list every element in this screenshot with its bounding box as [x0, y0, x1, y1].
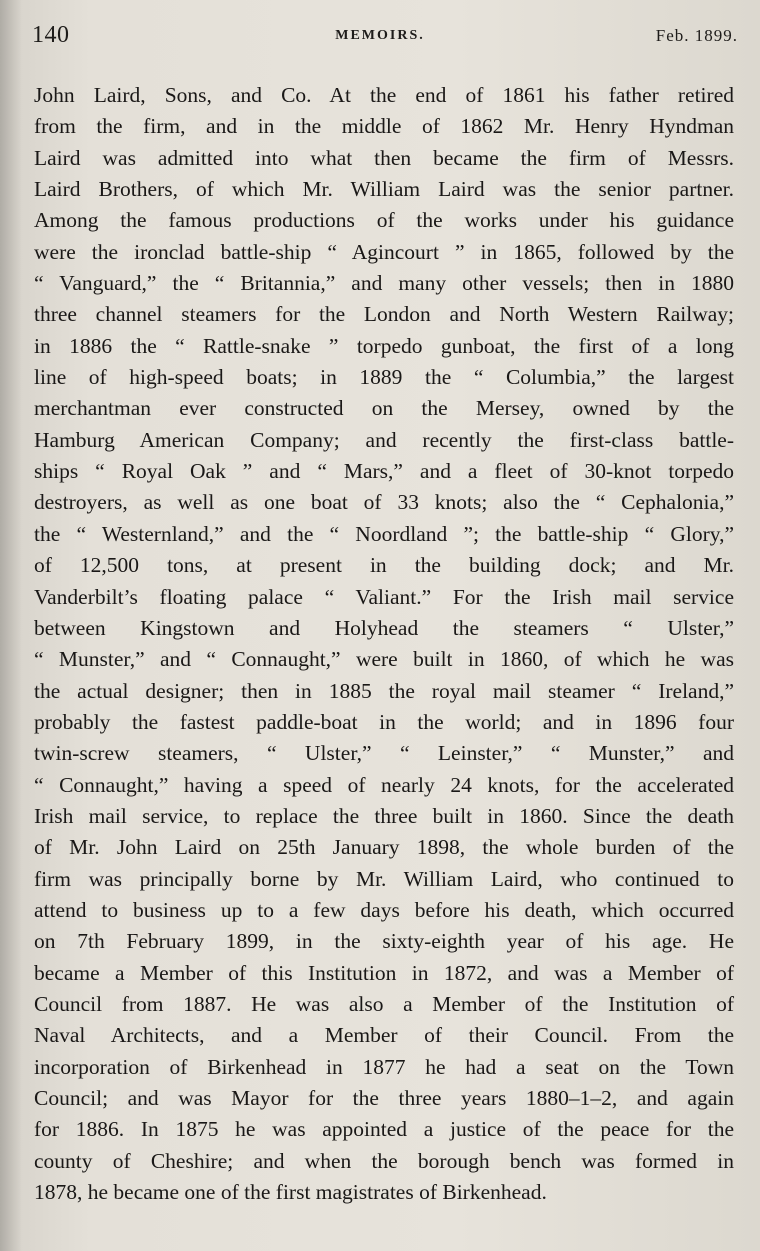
- text-line: John Laird, Sons, and Co. At the end of 1861 his father retired: [34, 83, 734, 107]
- text-line: Irish mail service, to replace the three built in 1860. Since the death: [34, 803, 734, 828]
- running-head: [0, 18, 760, 58]
- text-line: twin-screw steamers, “ Ulster,” “ Leinster,” “ Munster,” and: [34, 741, 734, 766]
- text-line: ships “ Royal Oak ” and “ Mars,” and a fleet of 30-knot torpedo: [34, 459, 734, 484]
- text-line: three channel steamers for the London and North Western Railway;: [34, 302, 734, 327]
- text-line: line of high-speed boats; in 1889 the “ Columbia,” the largest: [34, 365, 734, 390]
- text-line: of Mr. John Laird on 25th January 1898, the whole burden of the: [34, 835, 734, 860]
- text-line: firm was principally borne by Mr. William Laird, who continued to: [34, 866, 734, 891]
- text-line: became a Member of this Institution in 1872, and was a Member of: [34, 960, 734, 985]
- text-line: incorporation of Birkenhead in 1877 he had a seat on the Town: [34, 1054, 734, 1079]
- text-line: between Kingstown and Holyhead the steamers “ Ulster,”: [34, 615, 734, 640]
- text-line: Naval Architects, and a Member of their Council. From the: [34, 1023, 734, 1048]
- text-line: “ Connaught,” having a speed of nearly 24 knots, for the accelerated: [34, 772, 734, 797]
- text-line: on 7th February 1899, in the sixty-eighth year of his age. He: [34, 929, 734, 954]
- text-line: Vanderbilt’s floating palace “ Valiant.” For the Irish mail service: [34, 584, 734, 609]
- text-line: merchantman ever constructed on the Mersey, owned by the: [34, 396, 734, 421]
- text-line: 1878, he became one of the first magistrates of Birkenhead.: [34, 1180, 547, 1205]
- text-line: Hamburg American Company; and recently the first-class battle-: [34, 427, 734, 452]
- text-line: attend to business up to a few days before his death, which occurred: [34, 897, 734, 922]
- text-line: the actual designer; then in 1885 the royal mail steamer “ Ireland,”: [34, 678, 734, 703]
- text-line: of 12,500 tons, at present in the building dock; and Mr.: [34, 553, 734, 578]
- text-line: in 1886 the “ Rattle-snake ” torpedo gunboat, the first of a long: [34, 333, 734, 358]
- text-line: Laird was admitted into what then became the firm of Messrs.: [34, 145, 734, 170]
- text-line: probably the fastest paddle-boat in the world; and in 1896 four: [34, 709, 734, 734]
- text-line: for 1886. In 1875 he was appointed a justice of the peace for the: [34, 1117, 734, 1142]
- memoir-paragraph: [34, 80, 734, 1208]
- text-line: Council from 1887. He was also a Member of the Institution of: [34, 991, 734, 1016]
- text-line: were the ironclad battle-ship “ Agincourt ” in 1865, followed by the: [34, 239, 734, 264]
- text-line: the “ Westernland,” and the “ Noordland ”; the battle-ship “ Glory,”: [34, 521, 734, 546]
- text-line: destroyers, as well as one boat of 33 knots; also the “ Cephalonia,”: [34, 490, 734, 515]
- text-line: Laird Brothers, of which Mr. William Laird was the senior partner.: [34, 177, 734, 202]
- running-title: MEMOIRS.: [335, 28, 425, 43]
- text-line: county of Cheshire; and when the borough bench was formed in: [34, 1148, 734, 1173]
- text-line: Among the famous productions of the works under his guidance: [34, 208, 734, 233]
- text-line: Council; and was Mayor for the three years 1880–1–2, and again: [34, 1086, 734, 1110]
- text-line: “ Munster,” and “ Connaught,” were built in 1860, of which he was: [34, 647, 734, 672]
- page-number: 140: [32, 22, 70, 48]
- running-date: Feb. 1899.: [655, 26, 738, 45]
- gutter-shadow: [0, 0, 22, 1251]
- text-line: “ Vanguard,” the “ Britannia,” and many other vessels; then in 1880: [34, 271, 734, 296]
- text-line: from the firm, and in the middle of 1862 Mr. Henry Hyndman: [34, 114, 734, 139]
